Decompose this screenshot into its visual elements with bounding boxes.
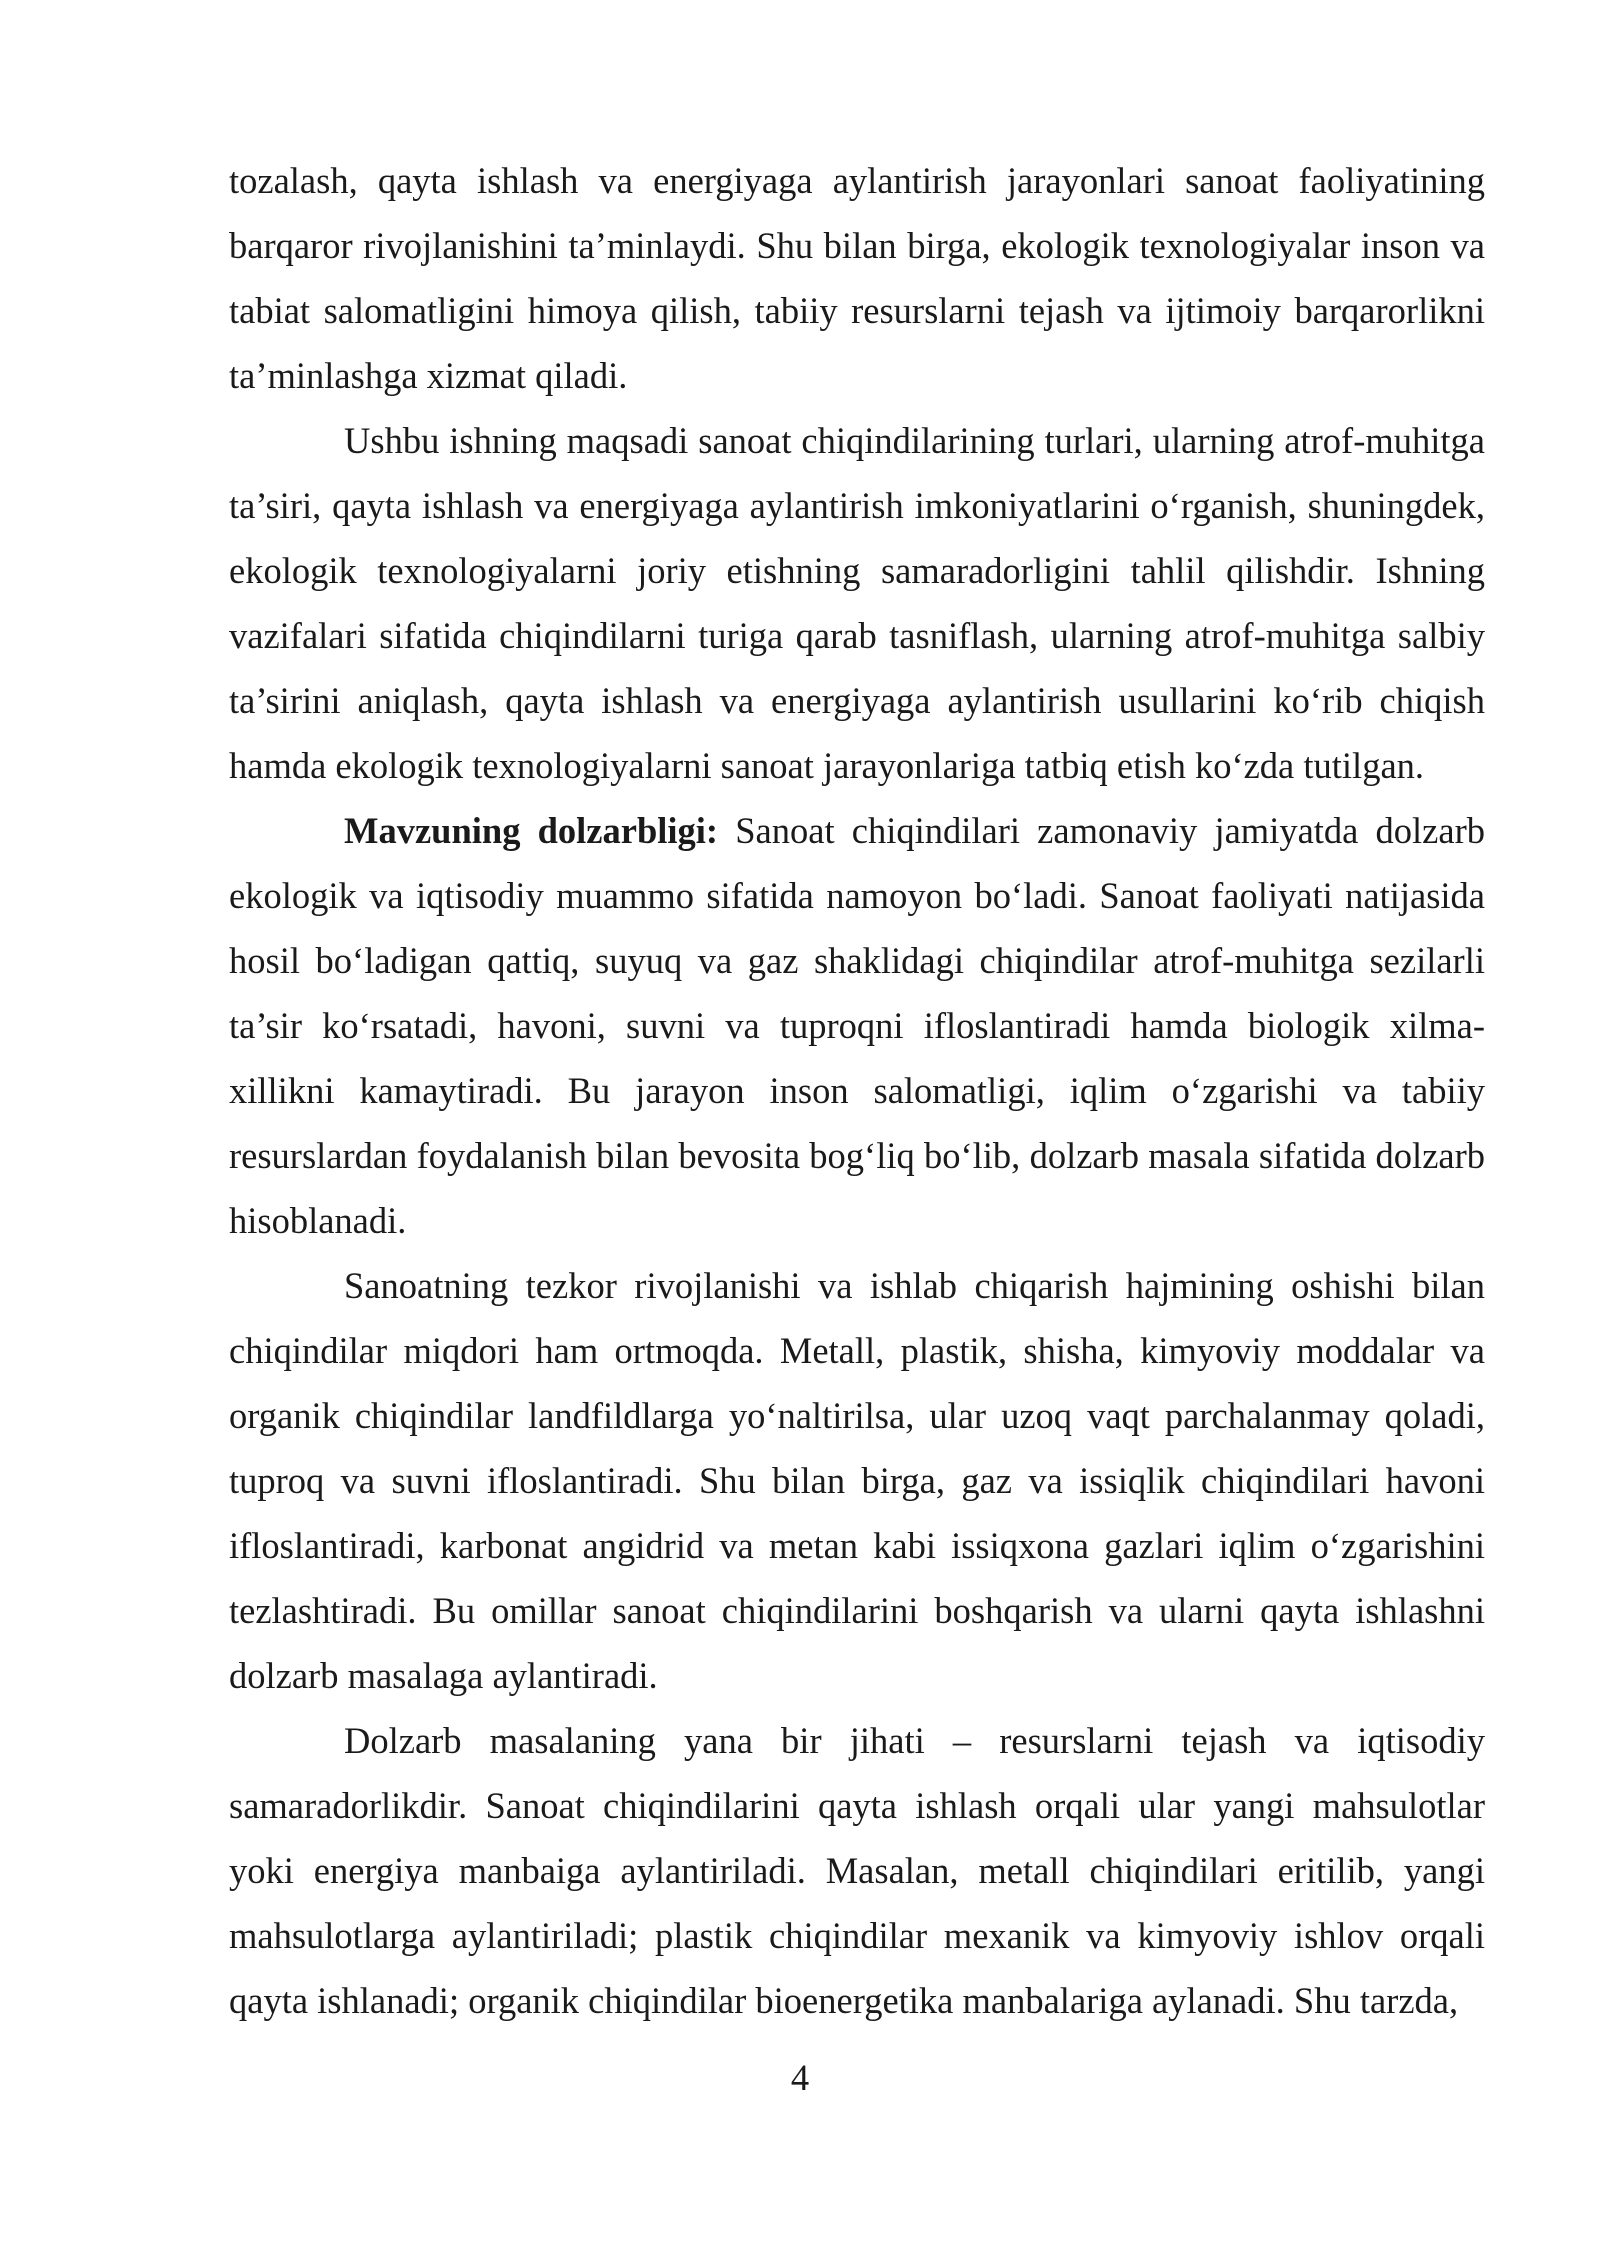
paragraph-relevance xyxy=(229,798,1485,1253)
paragraph-aim xyxy=(229,408,1485,798)
page-number: 4 xyxy=(790,2057,810,2098)
relevance-heading: Mavzuning dolzarbligi: xyxy=(344,810,719,851)
body-text xyxy=(229,148,1485,2033)
paragraph-3-text: Sanoat chiqindilari zamonaviy jamiyatda dolzarb ekologik va iqtisodiy muammo sifatida namoyon bo‘ladi. Sanoat faoliyati natijasida hosil bo‘ladigan qattiq, suyuq va gaz shaklidagi chiqindilar atrof-muhitga sezilarli ta’sir ko‘rsatadi, havoni, suvni va tuproqni ifloslantiradi hamda biologik xilma-xillikni kamaytiradi. Bu jarayon inson salomatligi, iqlim o‘zgarishi va tabiiy resurslardan foydalanish bilan bevosita bog‘liq bo‘lib, dolzarb masala sifatida dolzarb hisoblanadi. xyxy=(229,810,1485,1241)
paragraph-2-text: Ushbu ishning maqsadi sanoat chiqindilarining turlari, ularning atrof-muhitga ta’siri, qayta ishlash va energiyaga aylantirish imkoniyatlarini o‘rganish, shuningdek, ekologik texnologiyalarni joriy etishning samaradorligini tahlil qilishdir. Ishning vazifalari sifatida chiqindilarni turiga qarab tasniflash, ularning atrof-muhitga salbiy ta’sirini aniqlash, qayta ishlash va energiyaga aylantirish usullarini ko‘rib chiqish hamda ekologik texnologiyalarni sanoat jarayonlariga tatbiq etish ko‘zda tutilgan. xyxy=(229,420,1485,786)
paragraph-continuation xyxy=(229,148,1485,408)
paragraph-1-text: tozalash, qayta ishlash va energiyaga aylantirish jarayonlari sanoat faoliyatining barqaror rivojlanishini ta’minlaydi. Shu bilan birga, ekologik texnologiyalar inson va tabiat salomatligini himoya qilish, tabiiy resurslarni tejash va ijtimoiy barqarorlikni ta’minlashga xizmat qiladi. xyxy=(229,160,1485,396)
paragraph-industry-growth xyxy=(229,1253,1485,1708)
paragraph-4-text: Sanoatning tezkor rivojlanishi va ishlab chiqarish hajmining oshishi bilan chiqindilar miqdori ham ortmoqda. Metall, plastik, shisha, kimyoviy moddalar va organik chiqindilar landfildlarga yo‘naltirilsa, ular uzoq vaqt parchalanmay qoladi, tuproq va suvni ifloslantiradi. Shu bilan birga, gaz va issiqlik chiqindilari havoni ifloslantiradi, karbonat angidrid va metan kabi issiqxona gazlari iqlim o‘zgarishini tezlashtiradi. Bu omillar sanoat chiqindilarini boshqarish va ularni qayta ishlashni dolzarb masalaga aylantiradi. xyxy=(229,1265,1485,1696)
paragraph-resource-saving xyxy=(229,1708,1485,2033)
paragraph-5-text: Dolzarb masalaning yana bir jihati – resurslarni tejash va iqtisodiy samaradorlikdir. Sanoat chiqindilarini qayta ishlash orqali ular yangi mahsulotlar yoki energiya manbaiga aylantiriladi. Masalan, metall chiqindilari eritilib, yangi mahsulotlarga aylantiriladi; plastik chiqindilar mexanik va kimyoviy ishlov orqali qayta ishlanadi; organik chiqindilar bioenergetika manbalariga aylanadi. Shu tarzda, xyxy=(229,1720,1485,2021)
